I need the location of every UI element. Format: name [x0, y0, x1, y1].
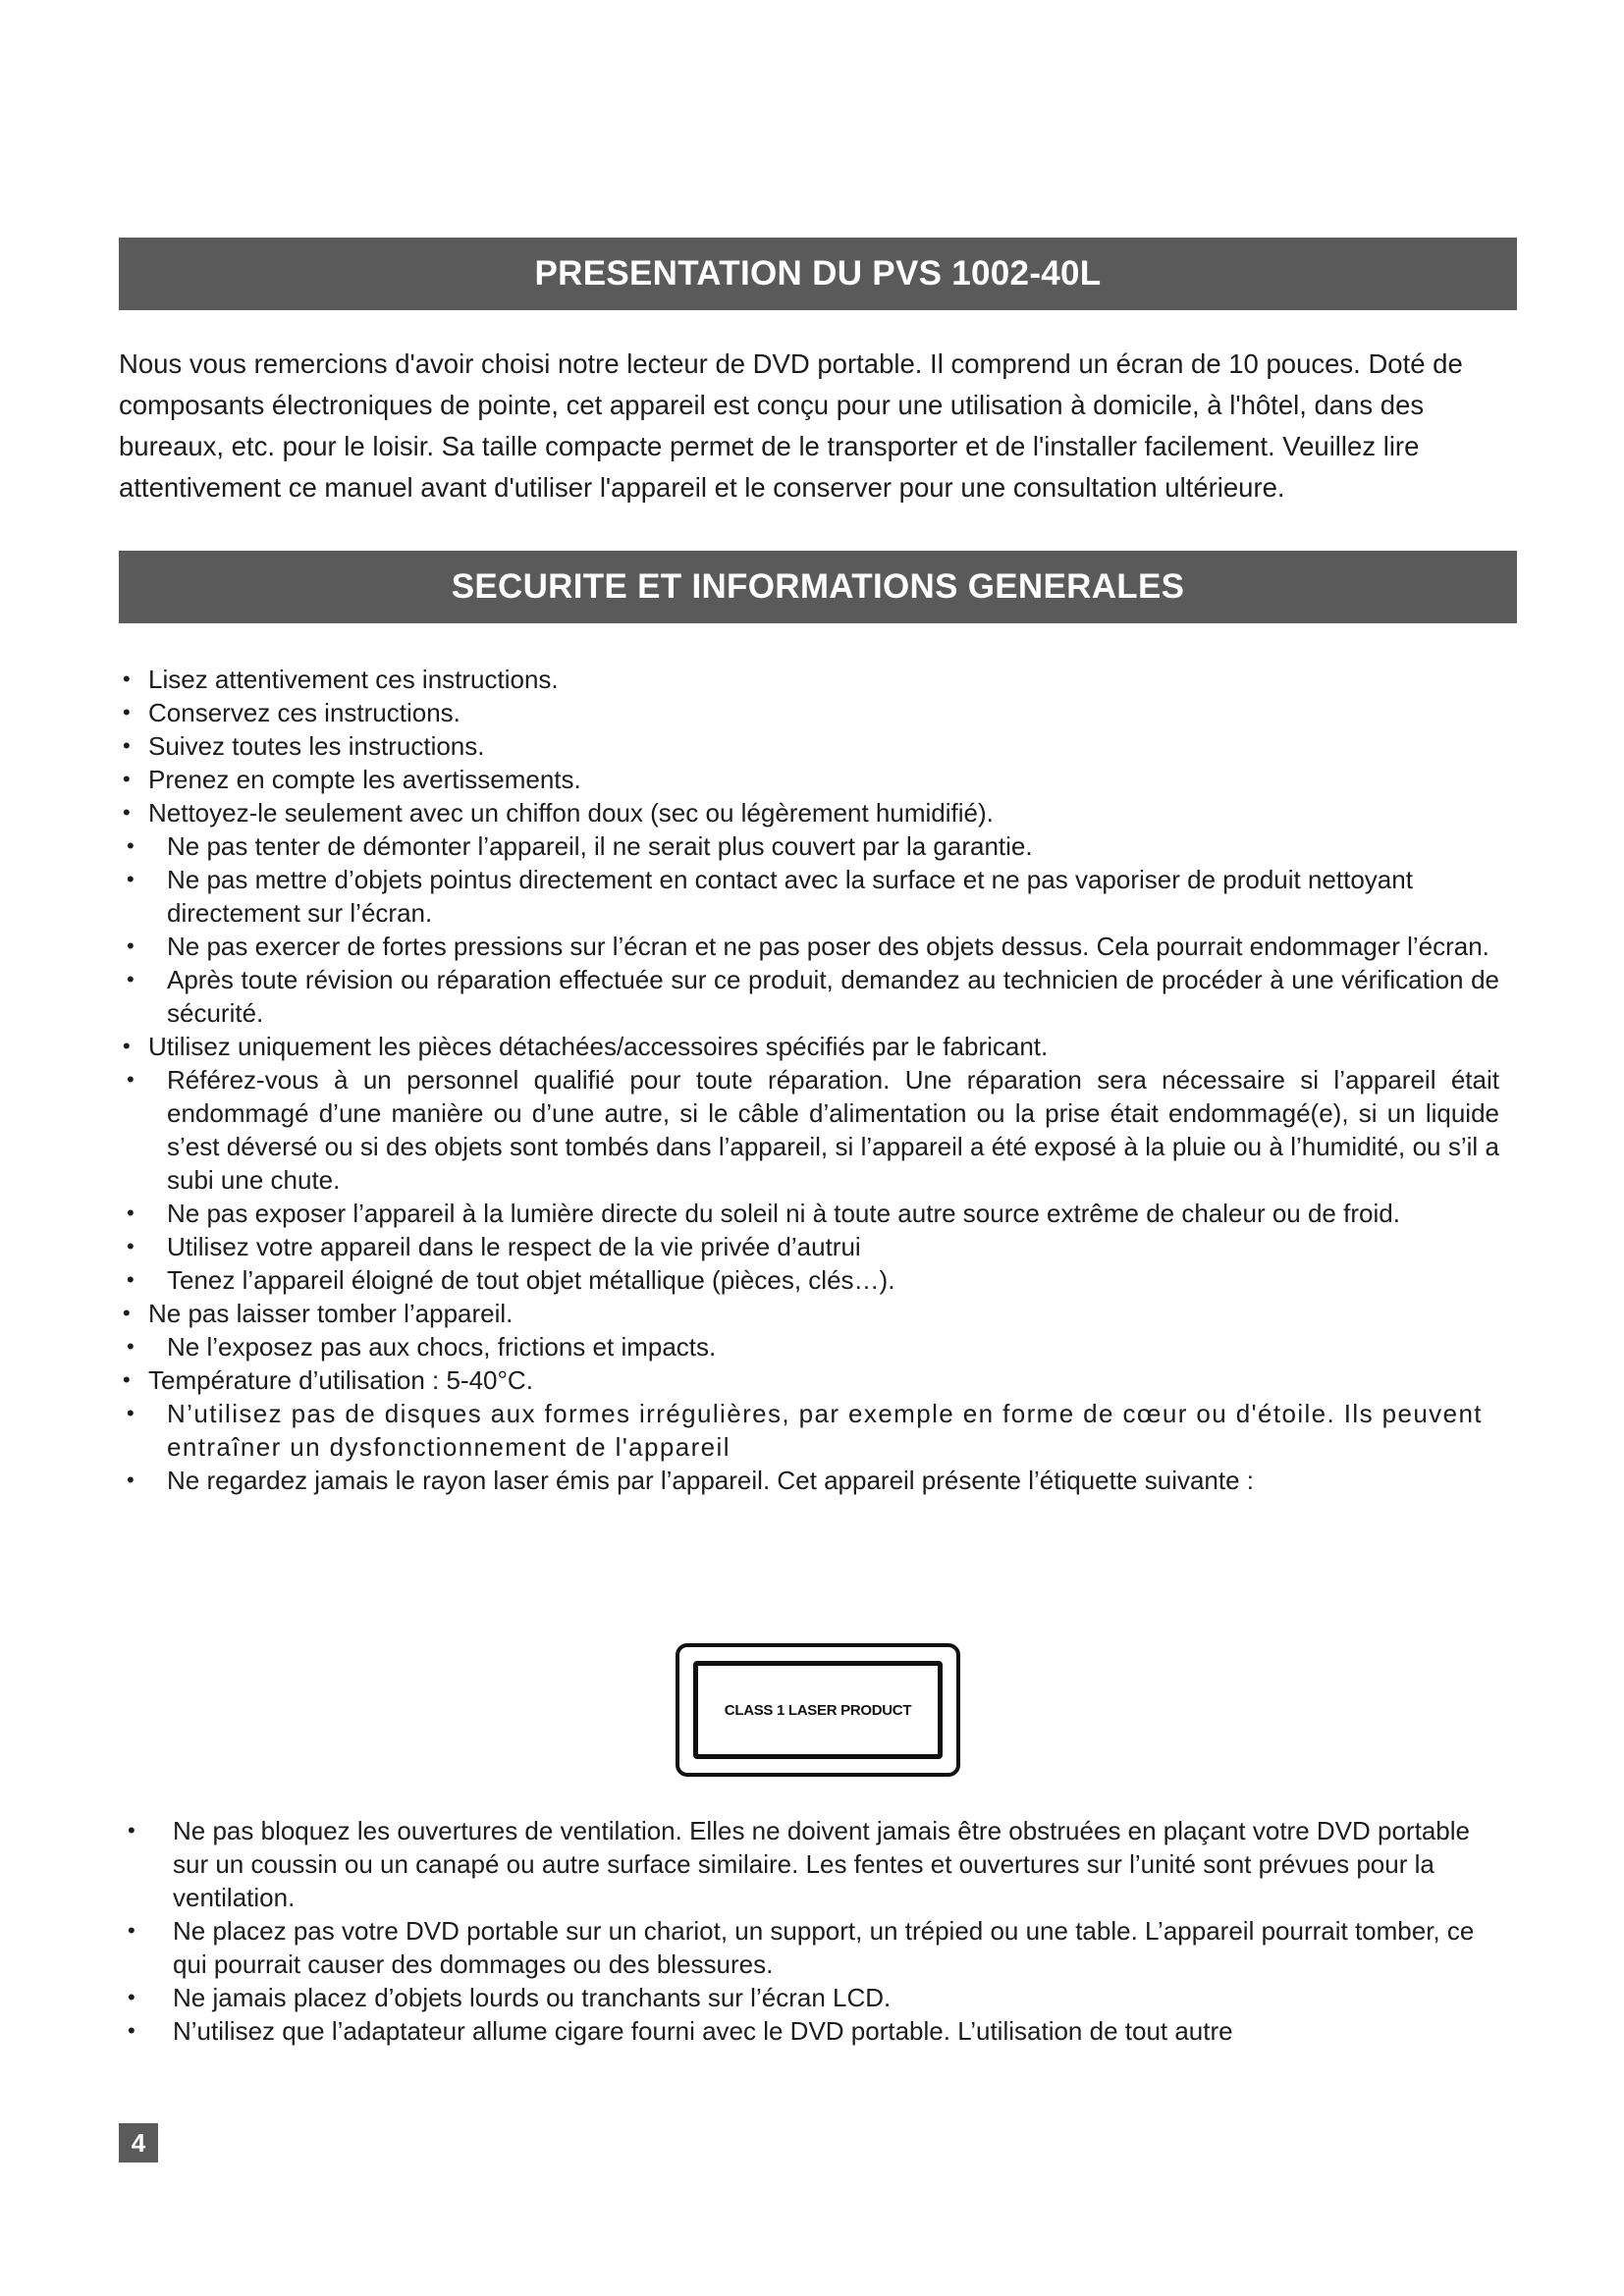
list-item-text: Ne pas mettre d’objets pointus directement en contact avec la surface et ne pas vaporiser de produit nettoyant directement sur l’écran.	[167, 865, 1413, 928]
list-item	[119, 696, 1523, 729]
bullet: •	[127, 1267, 135, 1292]
section-title: PRESENTATION DU PVS 1002-40L	[534, 254, 1102, 293]
list-item	[119, 729, 1523, 763]
bullet: •	[128, 1918, 135, 1943]
list-item-text: Nettoyez-le seulement avec un chiffon doux (sec ou légèrement humidifié).	[148, 798, 994, 828]
bullet: •	[127, 1067, 135, 1092]
list-item	[119, 1197, 1523, 1230]
list-item-text: Ne placez pas votre DVD portable sur un chariot, un support, un trépied ou une table. L’appareil pourrait tomber, ce qui pourrait causer des dommages ou des blessures.	[173, 1916, 1475, 1979]
list-item	[119, 1030, 1523, 1063]
list-item	[119, 1363, 1523, 1397]
list-item	[119, 829, 1523, 863]
intro-paragraph: Nous vous remercions d'avoir choisi notre lecteur de DVD portable. Il comprend un écran de 10 pouces. Doté de composants électroniques de pointe, cet appareil est conçu pour une utilisation à domicile, à l'hôtel, dans des bureaux, etc. pour le loisir. Sa taille compacte permet de le transporter et de l'installer facilement. Veuillez lire attentivement ce manuel avant d'utiliser l'appareil et le conserver pour une consultation ultérieure.	[119, 348, 1463, 503]
page-number: 4	[119, 2123, 158, 2163]
section-header-securite	[119, 551, 1517, 623]
bullet: •	[127, 967, 135, 991]
bullet: •	[123, 767, 131, 791]
list-item-text: Tenez l’appareil éloigné de tout objet métallique (pièces, clés…).	[167, 1265, 895, 1295]
list-item	[119, 1230, 1523, 1263]
bullet: •	[127, 1234, 135, 1258]
list-item-text: Référez-vous à un personnel qualifié pour toute réparation. Une réparation sera nécessaire si l’appareil était endommagé d’une manière ou d’une autre, si le câble d’alimentation ou la prise était endommagé(e), si un liquide s’est déversé ou si des objets sont tombés dans l’appareil, si l’appareil a été exposé à la pluie ou à l’humidité, ou s’il a subi une chute.	[167, 1065, 1499, 1195]
section-title: SECURITE ET INFORMATIONS GENERALES	[451, 567, 1185, 606]
list-item	[119, 863, 1523, 930]
list-item	[119, 1297, 1523, 1330]
list-item-text: Ne regardez jamais le rayon laser émis par l’appareil. Cet appareil présente l’étiquette suivante :	[167, 1466, 1255, 1495]
list-item-text: N’utilisez pas de disques aux formes irrégulières, par exemple en forme de cœur ou d'étoile. Ils peuvent entraîner un dysfonctionnement de l'appareil	[167, 1399, 1483, 1462]
bullet: •	[127, 934, 135, 958]
list-item	[119, 1981, 1523, 2014]
bullet: •	[123, 800, 131, 825]
bullet: •	[127, 1401, 136, 1425]
list-item-text: Prenez en compte les avertissements.	[148, 765, 581, 794]
safety-instructions-list-continued	[119, 1814, 1523, 2048]
bullet: •	[123, 667, 131, 691]
list-item-text: Suivez toutes les instructions.	[148, 731, 485, 761]
list-item-text: Ne pas laisser tomber l’appareil.	[148, 1299, 514, 1328]
bullet: •	[123, 1034, 131, 1058]
list-item	[119, 930, 1523, 963]
list-item	[119, 1914, 1523, 1981]
list-item-text: Température d’utilisation : 5-40°C.	[148, 1365, 533, 1395]
bullet: •	[127, 1334, 135, 1359]
list-item	[119, 1063, 1523, 1197]
list-item	[119, 763, 1523, 796]
list-item	[119, 663, 1523, 696]
bullet: •	[127, 1201, 135, 1225]
list-item	[119, 1464, 1523, 1497]
list-item-text: Ne jamais placez d’objets lourds ou tranchants sur l’écran LCD.	[173, 1983, 892, 2012]
list-item-text: N’utilisez que l’adaptateur allume cigare fourni avec le DVD portable. L’utilisation de tout autre	[173, 2016, 1233, 2046]
bullet: •	[123, 1301, 131, 1325]
list-item-text: Utilisez votre appareil dans le respect de la vie privée d’autrui	[167, 1232, 861, 1261]
laser-warning-label	[676, 1643, 960, 1777]
bullet: •	[127, 867, 135, 891]
list-item-text: Ne pas exercer de fortes pressions sur l’écran et ne pas poser des objets dessus. Cela pourrait endommager l’écran.	[167, 932, 1489, 961]
bullet: •	[123, 700, 131, 724]
list-item	[119, 1263, 1523, 1297]
list-item-text: Ne pas exposer l’appareil à la lumière directe du soleil ni à toute autre source extrême de chaleur ou de froid.	[167, 1199, 1400, 1228]
section-header-presentation	[119, 238, 1517, 310]
list-item-text: Utilisez uniquement les pièces détachées/accessoires spécifiés par le fabricant.	[148, 1032, 1049, 1061]
list-item	[119, 1814, 1523, 1914]
list-item	[119, 963, 1523, 1030]
bullet: •	[128, 1985, 135, 2009]
list-item-text: Lisez attentivement ces instructions.	[148, 665, 559, 694]
list-item-text: Après toute révision ou réparation effectuée sur ce produit, demandez au technicien de procéder à une vérification de sécurité.	[167, 965, 1499, 1028]
list-item-text: Ne l’exposez pas aux chocs, frictions et impacts.	[167, 1332, 717, 1362]
list-item	[119, 1330, 1523, 1363]
list-item-text: Ne pas bloquez les ouvertures de ventilation. Elles ne doivent jamais être obstruées en plaçant votre DVD portable sur un coussin ou un canapé ou autre surface similaire. Les fentes et ouvertures sur l’unité sont prévues pour la ventilation.	[173, 1816, 1470, 1912]
bullet: •	[128, 2018, 135, 2043]
bullet: •	[123, 733, 131, 758]
laser-label-text: CLASS 1 LASER PRODUCT	[693, 1661, 943, 1759]
list-item	[119, 796, 1523, 829]
list-item	[119, 1397, 1523, 1464]
list-item-text: Ne pas tenter de démonter l’appareil, il ne serait plus couvert par la garantie.	[167, 831, 1033, 861]
bullet: •	[128, 1818, 135, 1842]
list-item	[119, 2014, 1523, 2048]
bullet: •	[123, 1367, 131, 1392]
bullet: •	[127, 1468, 135, 1492]
list-item-text: Conservez ces instructions.	[148, 698, 460, 727]
safety-instructions-list	[119, 663, 1523, 1497]
bullet: •	[127, 833, 135, 858]
